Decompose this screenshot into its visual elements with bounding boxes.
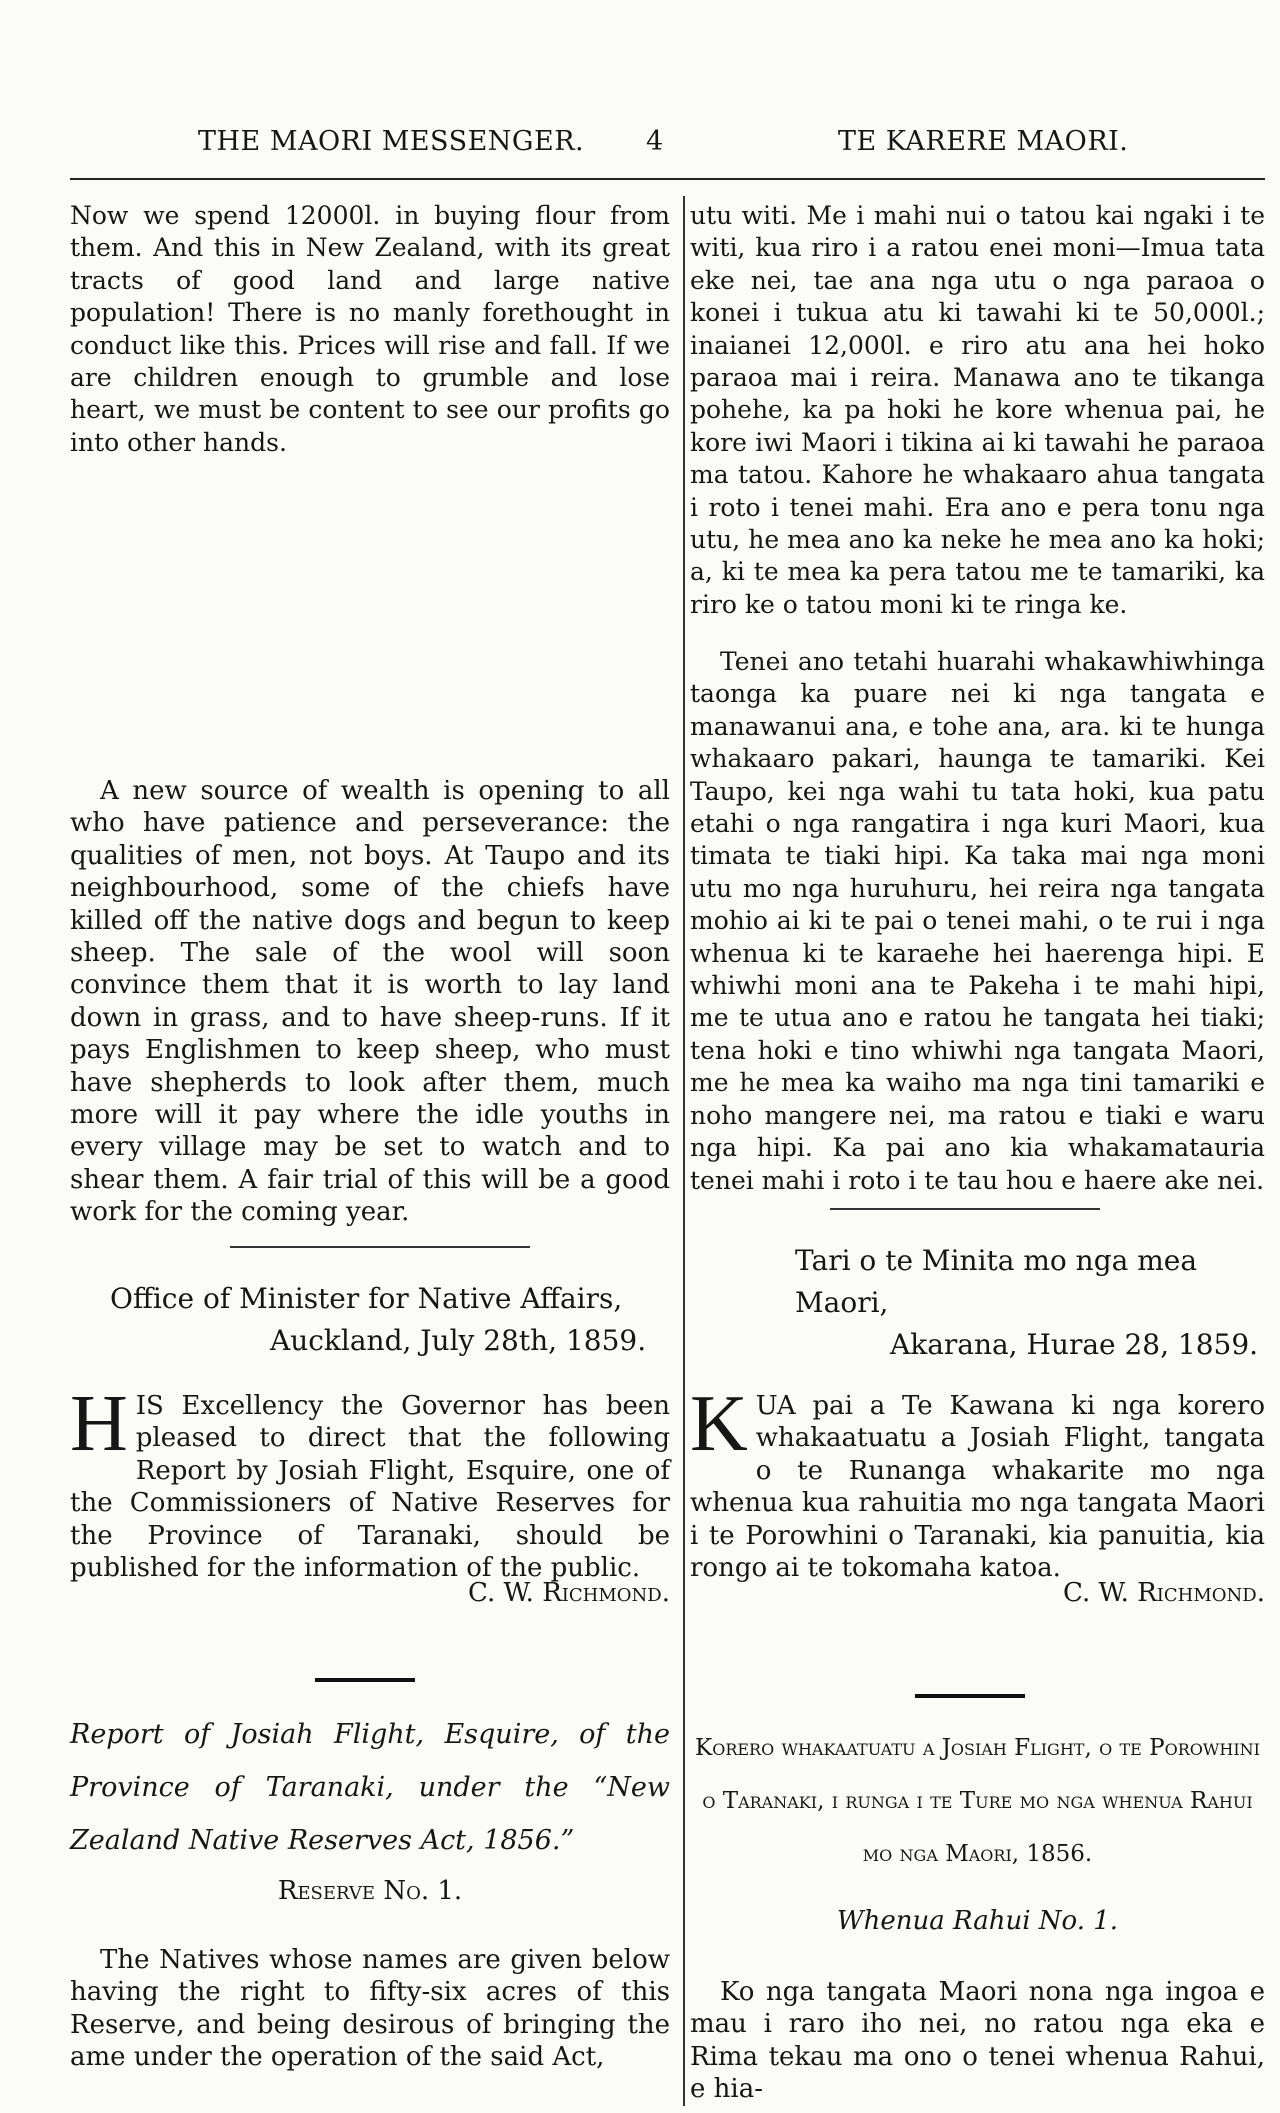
drop-cap: H <box>70 1380 128 1468</box>
office-date: Auckland, July 28th, 1859. <box>270 1324 647 1357</box>
reserve-heading-right: Whenua Rahui No. 1. <box>836 1906 1119 1936</box>
office-dateline <box>70 1278 670 1362</box>
section-divider <box>230 1246 530 1248</box>
page-number: 4 <box>646 126 664 157</box>
report-paragraph: The Natives whose names are given below having the right to fifty-six acres of this Reserve, and being desirous of bringing the ame under the operation of the said Act, <box>70 1945 670 2073</box>
notice-text: IS Excellency the Governor has been pleased to direct that the following Report by Josiah Flight, Esquire, one of the Commissioners of Native Reserves for the Province of Taranaki, should be published for the information of the public. <box>70 1391 670 1584</box>
office-date-right: Akarana, Hurae 28, 1859. <box>890 1328 1259 1361</box>
wool-paragraph: A new source of wealth is opening to all who have patience and perseverance: the qualities of men, not boys. At Taupo and its neighbourhood, some of the chiefs have killed off the native dogs and begun to keep sheep. The sale of the wool will soon convince them that it is worth to lay land down in grass, and to have sheep-runs. If it pays Englishmen to keep sheep, who must have shepherds to look after them, much more will it pay where the idle youths in every village may be set to watch and to shear them. A fair trial of this will be a good work for the coming year. <box>70 776 670 1228</box>
header-title-english: THE MAORI MESSENGER. <box>198 126 585 157</box>
hipi-paragraph: Tenei ano tetahi huarahi whakawhiwhinga taonga ka puare nei ki nga tangata e manawanui ana, e tohe ana, ara. ki te hunga whakaaro pakari, haunga te tamariki. Kei Taupo, kei nga wahi tu tata hoki, kua patu etahi o nga rangatira i nga kuri Maori, kua timata te tiaki hipi. Ka taka mai nga moni utu mo nga huruhuru, hei reira nga tangata mohio ai ki te pai o tenei mahi, o te rui i nga whenua ki te karaehe hei haerenga hipi. E whiwhi moni ana te Pakeha i te mahi hipi, me te utua ano e ratou he tangata hei tiaki; tena hoki e tino whiwhi nga tangata Maori, me he mea ka waiho ma nga tini tamariki e noho mangere nei, ma ratou e tiaki e waru nga hipi. Ka pai ano kia whakamatauria tenei mahi i roto i te tau hou e haere ake nei. <box>690 647 1265 1195</box>
utu-paragraph: utu witi. Me i mahi nui o tatou kai ngaki i te witi, kua riro i a ratou enei moni—Imua tata eke nei, tae ana nga utu o nga paraoa o konei i tukua atu ki tawahi ki te 50,000l.; inaianei 12,000l. e riro atu ana hei hoko paraoa mai i reira. Manawa ano te tikanga pohehe, ka pa hoki he kore whenua pai, he kore iwi Maori i tikina ai ki tawahi he paraoa ma tatou. Kahore he whakaaro ahua tangata i roto i tenei mahi. Era ano e pera tonu nga utu, he mea ano ka neke he mea ano ka hoki; a, ki te mea ka pera tatou me te tamariki, ka riro ke o tatou moni ki te ringa ke. <box>690 201 1265 619</box>
office-title: Office of Minister for Native Affairs, <box>110 1282 623 1315</box>
flour-paragraph: Now we spend 12000l. in buying flour from them. And this in New Zealand, with its great tracts of good land and large native population! There is no manly forethought in conduct like this. Prices will rise and fall. If we are children enough to grumble and lose heart, we must be content to see our profits go into other hands. <box>70 201 670 457</box>
governor-notice-right <box>690 1380 1265 1584</box>
section-divider-right <box>830 1208 1100 1210</box>
column-divider <box>683 196 685 2106</box>
report-paragraph-right: Ko nga tangata Maori nona nga ingoa e mau i raro iho nei, no ratou nga eka e Rima tekau ma ono o tenei whenua Rahui, e hia- <box>690 1977 1265 2105</box>
running-header <box>170 126 1150 166</box>
signature: C. W. Richmond. <box>468 1578 670 1608</box>
header-title-maori: TE KARERE MAORI. <box>838 126 1129 157</box>
governor-notice <box>70 1380 670 1584</box>
reserve-heading: Reserve No. 1. <box>277 1876 463 1906</box>
notice-text-right: UA pai a Te Kawana ki nga korero whakaatuatu a Josiah Flight, tangata o te Runanga whakarite mo nga whenua kua rahuitia mo nga tangata Maori i te Porowhini o Taranaki, kia panuitia, kia rongo ai te tokomaha katoa. <box>690 1391 1265 1584</box>
drop-cap-right: K <box>690 1380 748 1468</box>
signature-right: C. W. Richmond. <box>1063 1578 1265 1608</box>
office-dateline-right <box>690 1240 1265 1366</box>
header-rule <box>70 178 1265 180</box>
report-title-right: Korero whakaatuatu a Josiah Flight, o te Porowhini o Taranaki, i runga i te Ture mo nga whenua Rahui mo nga Maori, 1856. <box>695 1735 1260 1867</box>
office-title-right: Tari o te Minita mo nga mea Maori, <box>795 1244 1198 1319</box>
heavy-divider-right <box>915 1694 1025 1698</box>
report-title: Report of Josiah Flight, Esquire, of the Province of Taranaki, under the “New Zealand Native Reserves Act, 1856.” <box>70 1719 670 1856</box>
heavy-divider <box>315 1678 415 1682</box>
